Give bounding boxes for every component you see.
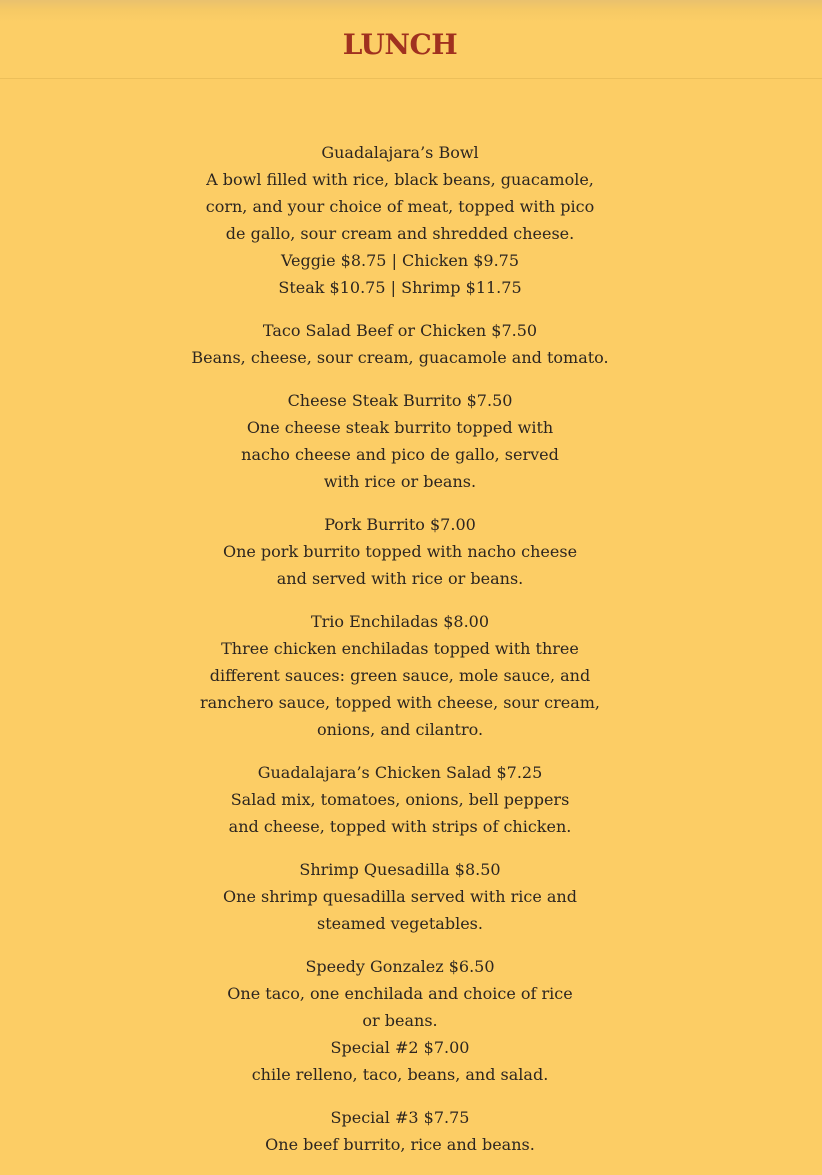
menu-item-name: Taco Salad Beef or Chicken $7.50 bbox=[262, 321, 538, 340]
menu-item-description: onions, and cilantro. bbox=[316, 720, 484, 739]
menu-item-description: ranchero sauce, topped with cheese, sour cream, bbox=[199, 693, 601, 712]
menu-item-description: Salad mix, tomatoes, onions, bell peppers bbox=[230, 790, 570, 809]
menu-item-description: corn, and your choice of meat, topped with pico bbox=[205, 197, 595, 216]
menu-item-description: A bowl filled with rice, black beans, guacamole, bbox=[206, 170, 594, 189]
menu-item-description: One beef burrito, rice and beans. bbox=[265, 1135, 535, 1154]
menu-item-name: Pork Burrito $7.00 bbox=[324, 515, 476, 534]
page-title: LUNCH bbox=[342, 28, 458, 61]
menu-item-trio-enchiladas bbox=[0, 608, 800, 743]
menu-item-description: One shrimp quesadilla served with rice and bbox=[223, 887, 577, 906]
menu-item-description: steamed vegetables. bbox=[317, 914, 483, 933]
menu-item-pork-burrito bbox=[0, 511, 800, 592]
menu-item-description: de gallo, sour cream and shredded cheese. bbox=[225, 224, 575, 243]
menu-item-taco-salad bbox=[0, 317, 800, 371]
menu-item-shrimp-quesadilla bbox=[0, 856, 800, 937]
menu-item-name: Shrimp Quesadilla $8.50 bbox=[299, 860, 501, 879]
menu-item-special-3 bbox=[0, 1104, 800, 1158]
menu-item-description: different sauces: green sauce, mole sauce, and bbox=[209, 666, 591, 685]
lunch-menu bbox=[0, 139, 800, 1174]
menu-item-description: with rice or beans. bbox=[323, 472, 477, 491]
menu-item-name: Guadalajara’s Chicken Salad $7.25 bbox=[257, 763, 543, 782]
menu-item-price: Steak $10.75 | Shrimp $11.75 bbox=[278, 278, 522, 297]
menu-item-description: and served with rice or beans. bbox=[276, 569, 524, 588]
menu-item-name: Guadalajara’s Bowl bbox=[321, 143, 479, 162]
menu-item-description: Three chicken enchiladas topped with three bbox=[221, 639, 579, 658]
menu-item-price: Veggie $8.75 | Chicken $9.75 bbox=[280, 251, 520, 270]
menu-item-description: One cheese steak burrito topped with bbox=[246, 418, 554, 437]
menu-item-chicken-salad bbox=[0, 759, 800, 840]
page-header bbox=[0, 0, 822, 79]
menu-item-speedy-gonzalez bbox=[0, 953, 800, 1088]
menu-item-description: or beans. bbox=[362, 1011, 438, 1030]
menu-item-description: and cheese, topped with strips of chicken. bbox=[228, 817, 572, 836]
menu-item-description: nacho cheese and pico de gallo, served bbox=[241, 445, 559, 464]
menu-item-description: chile relleno, taco, beans, and salad. bbox=[251, 1065, 549, 1084]
menu-item-name: Speedy Gonzalez $6.50 bbox=[305, 957, 495, 976]
menu-item-name: Special #3 $7.75 bbox=[330, 1108, 470, 1127]
menu-item-description: One pork burrito topped with nacho cheese bbox=[222, 542, 578, 561]
menu-item-name: Trio Enchiladas $8.00 bbox=[310, 612, 490, 631]
menu-item-guadalajaras-bowl bbox=[0, 139, 800, 301]
menu-item-name: Cheese Steak Burrito $7.50 bbox=[287, 391, 513, 410]
menu-item-description: One taco, one enchilada and choice of rice bbox=[227, 984, 573, 1003]
menu-item-description: Beans, cheese, sour cream, guacamole and tomato. bbox=[191, 348, 609, 367]
menu-item-name: Special #2 $7.00 bbox=[330, 1038, 470, 1057]
menu-item-cheese-steak-burrito bbox=[0, 387, 800, 495]
